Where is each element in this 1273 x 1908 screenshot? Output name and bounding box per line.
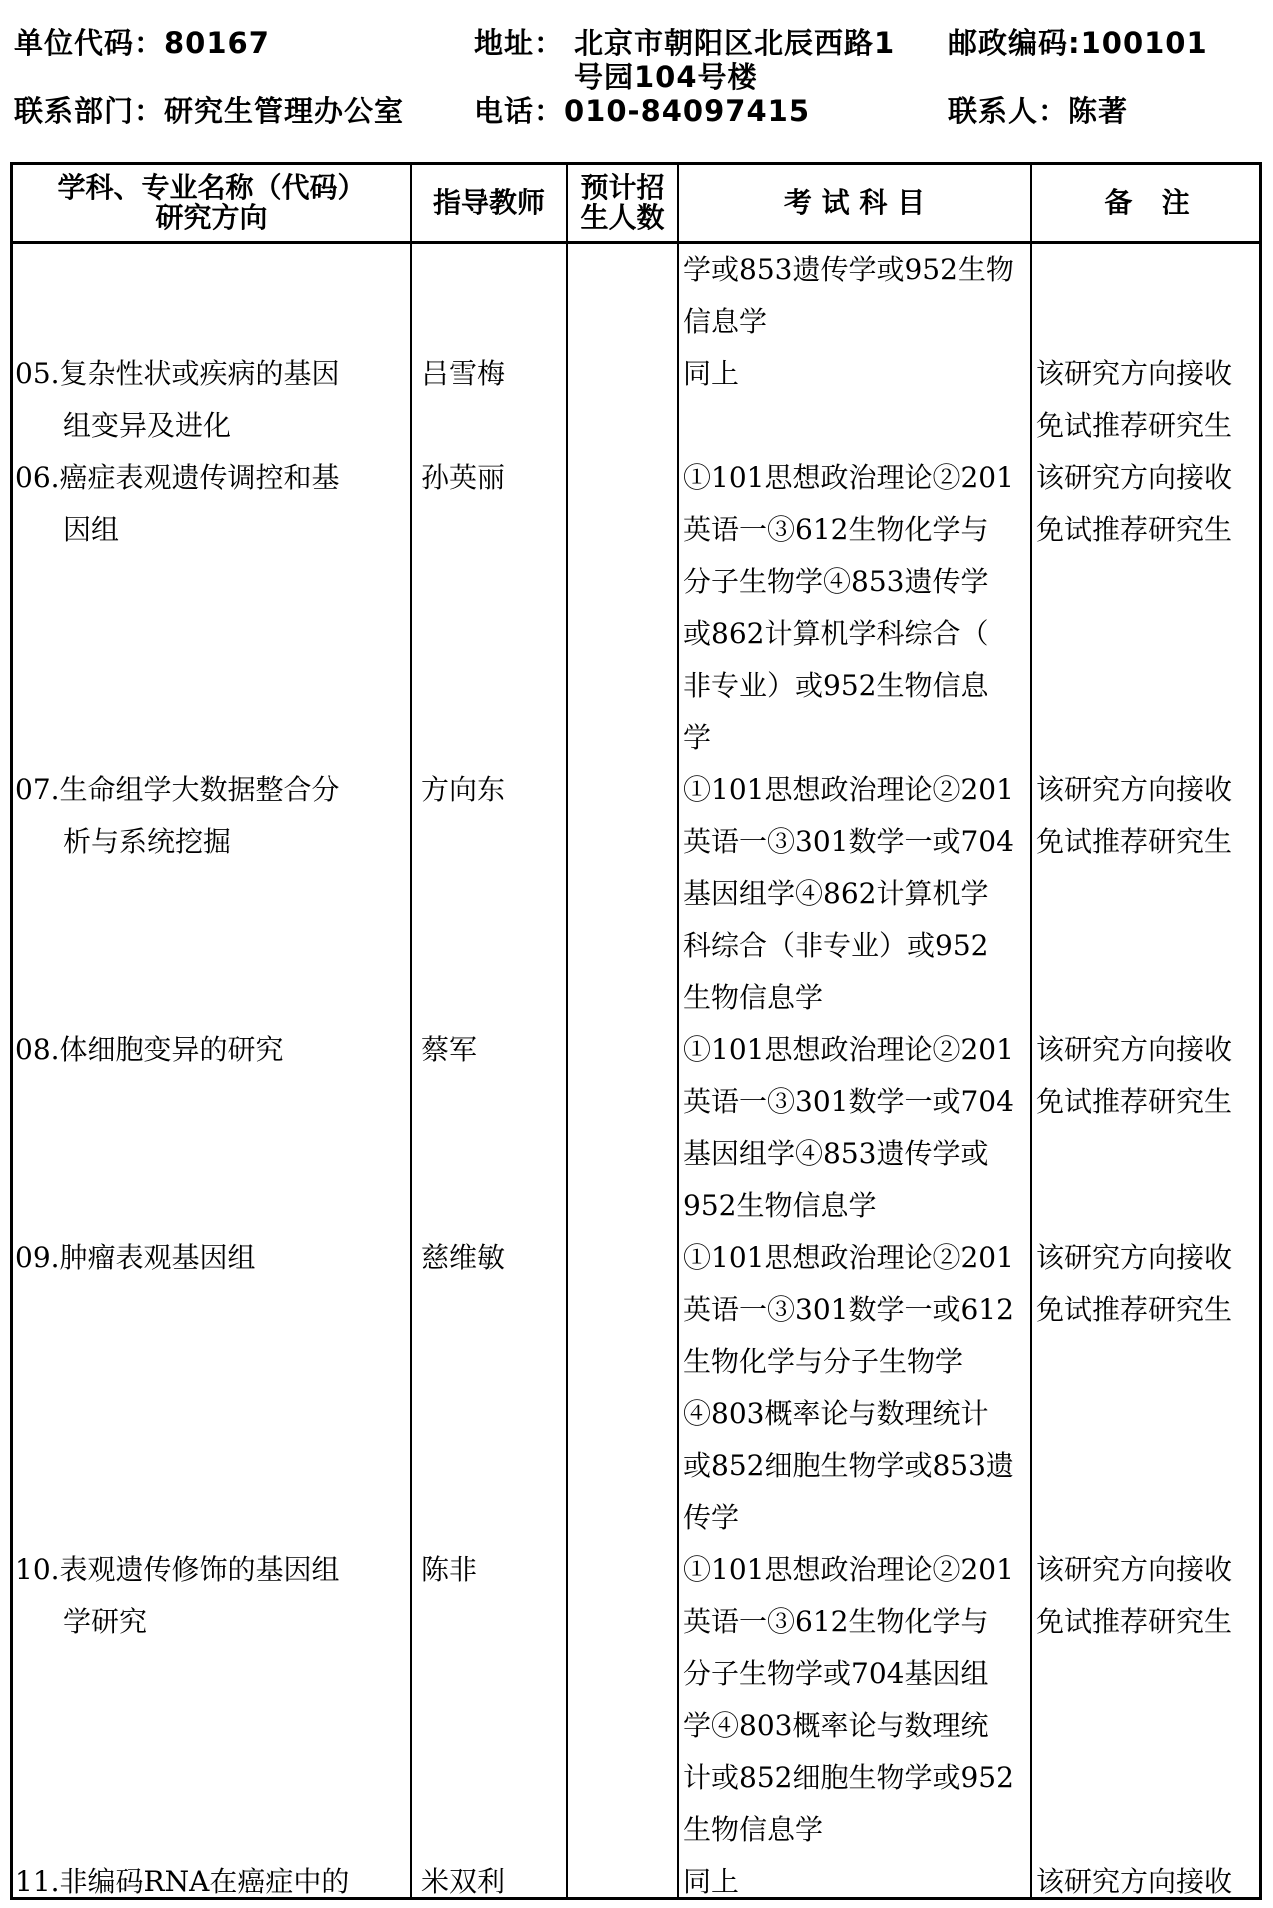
research-direction-line1: 06.癌症表观遗传调控和基 <box>15 461 340 494</box>
column-header-note: 备 注 <box>1104 186 1190 219</box>
column-header-teacher: 指导教师 <box>432 186 545 219</box>
enrollment-table <box>10 162 1262 1900</box>
supervisor: 方向东 <box>421 773 506 806</box>
research-direction <box>15 764 413 868</box>
supervisor: 吕雪梅 <box>421 357 506 390</box>
supervisor: 米双利 <box>421 1865 506 1898</box>
research-direction <box>15 1544 413 1648</box>
research-direction <box>15 1232 413 1284</box>
research-direction-line1: 08.体细胞变异的研究 <box>15 1033 284 1066</box>
research-direction-line2: 学研究 <box>63 1605 148 1638</box>
exam-subjects: ①101思想政治理论②201 英语一③301数学一或704 基因组学④853遗传学或 952生物信息学 <box>683 1033 1014 1222</box>
research-direction-line2: 因组 <box>63 513 120 546</box>
header-divider <box>13 241 1259 244</box>
remarks: 该研究方向接收 <box>1036 1865 1233 1898</box>
column-header-quota: 预计招 生人数 <box>580 171 665 234</box>
remarks: 该研究方向接收 免试推荐研究生 <box>1036 1553 1233 1638</box>
column-header-name: 学科、专业名称（代码） 研究方向 <box>57 171 366 234</box>
research-direction <box>15 1024 413 1076</box>
supervisor: 慈维敏 <box>421 1241 506 1274</box>
remarks: 该研究方向接收 免试推荐研究生 <box>1036 461 1233 546</box>
research-direction-line1: 11.非编码RNA在癌症中的 <box>15 1865 350 1898</box>
contact-person: 联系人：陈著 <box>948 94 1129 128</box>
phone: 电话：010-84097415 <box>474 94 810 128</box>
postcode: 邮政编码:100101 <box>948 26 1208 60</box>
exam-subjects: 学或853遗传学或952生物 信息学 <box>683 253 1014 338</box>
research-direction-line2: 析与系统挖掘 <box>63 825 232 858</box>
research-direction <box>15 452 413 556</box>
address-line2: 号园104号楼 <box>574 60 758 94</box>
exam-subjects: 同上 <box>683 1865 740 1898</box>
unit-code: 单位代码：80167 <box>14 26 270 60</box>
exam-subjects: ①101思想政治理论②201 英语一③301数学一或612 生物化学与分子生物学 ④803概率论与数理统计 或852细胞生物学或853遗 传学 <box>683 1241 1014 1534</box>
remarks: 该研究方向接收 免试推荐研究生 <box>1036 1033 1233 1118</box>
remarks: 该研究方向接收 免试推荐研究生 <box>1036 1241 1233 1326</box>
exam-subjects: ①101思想政治理论②201 英语一③301数学一或704 基因组学④862计算机学 科综合（非专业）或952 生物信息学 <box>683 773 1014 1014</box>
supervisor: 蔡军 <box>421 1033 478 1066</box>
exam-subjects: ①101思想政治理论②201 英语一③612生物化学与 分子生物学或704基因组 学④803概率论与数理统 计或852细胞生物学或952 生物信息学 <box>683 1553 1014 1846</box>
exam-subjects: 同上 <box>683 357 740 390</box>
research-direction-line1: 09.肿瘤表观基因组 <box>15 1241 256 1274</box>
research-direction <box>15 1856 413 1908</box>
address-label: 地址： <box>474 26 565 60</box>
research-direction-line1: 05.复杂性状或疾病的基因 <box>15 357 340 390</box>
exam-subjects: ①101思想政治理论②201 英语一③612生物化学与 分子生物学④853遗传学 或862计算机学科综合（ 非专业）或952生物信息 学 <box>683 461 1014 754</box>
supervisor: 陈非 <box>421 1553 478 1586</box>
research-direction-line2: 组变异及进化 <box>63 409 232 442</box>
column-header-exam: 考 试 科 目 <box>783 186 926 219</box>
address-line1: 北京市朝阳区北辰西路1 <box>574 26 896 60</box>
research-direction-line1: 10.表观遗传修饰的基因组 <box>15 1553 340 1586</box>
remarks: 该研究方向接收 免试推荐研究生 <box>1036 773 1233 858</box>
remarks: 该研究方向接收 免试推荐研究生 <box>1036 357 1233 442</box>
supervisor: 孙英丽 <box>421 461 506 494</box>
research-direction <box>15 348 413 452</box>
research-direction-line1: 07.生命组学大数据整合分 <box>15 773 340 806</box>
contact-department: 联系部门：研究生管理办公室 <box>14 94 405 128</box>
